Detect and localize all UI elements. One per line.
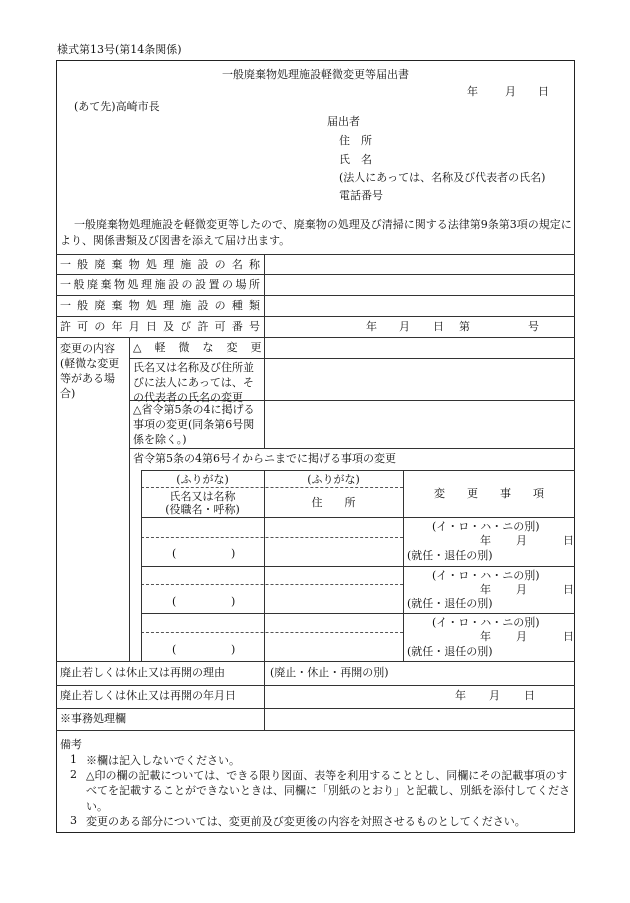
entry1-month: 月	[516, 534, 527, 547]
applicant-name-input[interactable]	[392, 152, 568, 167]
entry2-year: 年	[480, 583, 491, 596]
row-facility-location: 一般廃棄物処理施設の設置の場所	[60, 278, 260, 291]
note2-num: 2	[70, 768, 77, 781]
change-content-label: 変更の内容(軽微な変更等がある場合)	[60, 342, 120, 400]
entry1-paren-close: )	[231, 547, 236, 560]
abolition-year: 年	[455, 689, 466, 702]
entry1-category: (イ・ロ・ハ・ニの別)	[432, 520, 540, 533]
addressee: (あて先)高崎市長	[74, 100, 160, 113]
ordinance-change-label: △省令第5条の4に掲げる事項の変更(同条第6号関係を除く。)	[133, 403, 255, 446]
applicant-address-input[interactable]	[392, 133, 568, 148]
note1-num: 1	[70, 753, 77, 766]
date-year: 年	[467, 85, 478, 98]
office-use-label: ※事務処理欄	[60, 712, 126, 725]
note1-text: ※欄は記入しないでください。	[86, 754, 240, 767]
abolition-month: 月	[489, 689, 500, 702]
entry2-paren-close: )	[231, 595, 236, 608]
facility-location-input[interactable]	[268, 277, 570, 292]
entry3-year: 年	[480, 630, 491, 643]
minor-change-label: △ 軽 微 な 変 更	[133, 341, 263, 354]
applicant-name-label: 氏 名	[339, 153, 372, 166]
entry3-month: 月	[516, 630, 527, 643]
furigana-address: (ふりがな)	[307, 473, 360, 486]
permit-go: 号	[528, 320, 539, 333]
entry1-year: 年	[480, 534, 491, 547]
permit-dai: 第	[459, 320, 470, 333]
name-address-change-label: 氏名又は名称及び住所並びに法人にあっては、その代表者の氏名の変更	[133, 361, 254, 404]
entry3-paren-open: (	[172, 643, 177, 656]
applicant-phone-input[interactable]	[392, 188, 568, 203]
row-facility-name: 一般廃棄物処理施設の名称	[60, 258, 260, 271]
abolition-reason-label: 廃止若しくは休止又は再開の理由	[60, 666, 225, 679]
entry2-category: (イ・ロ・ハ・ニの別)	[432, 569, 540, 582]
form-title: 一般廃棄物処理施設軽微変更等届出書	[222, 68, 409, 81]
entry3-category: (イ・ロ・ハ・ニの別)	[432, 616, 540, 629]
entry3-status: (就任・退任の別)	[407, 645, 493, 658]
applicant-corp-note: (法人にあっては、名称及び代表者の氏名)	[339, 171, 546, 184]
date-year-input[interactable]	[430, 84, 464, 99]
row-permit: 許可の年月日及び許可番号	[60, 320, 260, 333]
note3-num: 3	[70, 814, 77, 827]
furigana-name: (ふりがな)	[176, 473, 229, 486]
permit-year: 年	[366, 320, 377, 333]
row-facility-type: 一般廃棄物処理施設の種類	[60, 299, 260, 312]
abolition-day: 日	[524, 689, 535, 702]
note2-text: △印の欄の記載については、できる限り図面、表等を利用することとし、同欄にその記載事項のすべてを記載することができないときは、同欄に「別紙のとおり」と記載し、別紙を添付してください。	[86, 769, 570, 813]
permit-day: 日	[433, 320, 444, 333]
entry2-paren-open: (	[172, 595, 177, 608]
date-day-input[interactable]	[515, 84, 535, 99]
applicant-address-label: 住 所	[339, 134, 372, 147]
applicant-phone-label: 電話番号	[339, 189, 383, 202]
notes-heading: 備考	[60, 738, 82, 751]
entry2-day: 日	[563, 583, 574, 596]
entry1-paren-open: (	[172, 547, 177, 560]
entry2-month: 月	[516, 583, 527, 596]
address-header: 住 所	[311, 496, 356, 509]
form-number: 様式第13号(第14条関係)	[57, 43, 182, 56]
entry1-day: 日	[563, 534, 574, 547]
name-sub-header: (役職名・呼称)	[165, 503, 240, 516]
abolition-date-label: 廃止若しくは休止又は再開の年月日	[60, 689, 236, 702]
date-month: 月	[505, 85, 516, 98]
entry3-day: 日	[563, 630, 574, 643]
facility-name-input[interactable]	[268, 257, 570, 272]
intro-text: 一般廃棄物処理施設を軽微変更等したので、廃棄物の処理及び清掃に関する法律第9条第3項の規定により、関係書類及び図書を添えて届け出ます。	[60, 218, 572, 247]
name-header: 氏名又は名称	[169, 490, 236, 503]
abolition-reason-value: (廃止・休止・再開の別)	[270, 666, 389, 679]
date-day: 日	[538, 85, 549, 98]
change-item-header: 変 更 事 項	[434, 487, 544, 500]
permit-month: 月	[399, 320, 410, 333]
date-month-input[interactable]	[482, 84, 502, 99]
facility-type-input[interactable]	[268, 298, 570, 313]
ordinance-item6-label: 省令第5条の4第6号イからニまでに掲げる事項の変更	[133, 452, 396, 465]
entry2-status: (就任・退任の別)	[407, 597, 493, 610]
permit-number-input[interactable]	[476, 319, 524, 334]
note3-text: 変更のある部分については、変更前及び変更後の内容を対照させるものとしてください。	[86, 815, 526, 828]
entry3-paren-close: )	[231, 643, 236, 656]
minor-change-input[interactable]	[268, 340, 570, 355]
applicant-label: 届出者	[327, 115, 360, 128]
entry1-status: (就任・退任の別)	[407, 549, 493, 562]
